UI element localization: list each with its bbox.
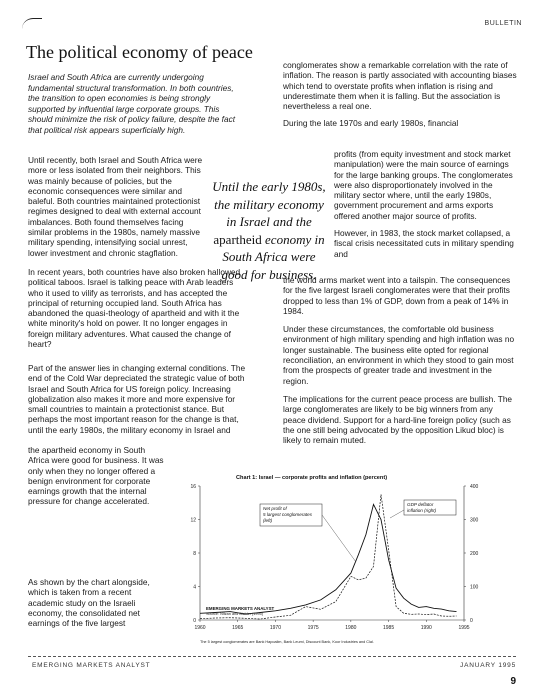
right-tick-label: 0 — [470, 618, 473, 624]
pull-quote-line: the military economy — [214, 196, 324, 212]
page-number: 9 — [510, 676, 516, 687]
article-title: The political economy of peace — [26, 42, 253, 62]
chart-source-label: EMERGING MARKETS ANALYST — [206, 606, 275, 611]
left-tick-label: 12 — [190, 517, 196, 524]
left-tick-label: 16 — [190, 484, 196, 490]
pull-quote-line: good for business. — [221, 266, 317, 282]
left-column-answer-cont — [28, 445, 168, 570]
right-column-narrow — [334, 149, 517, 259]
corner-mark — [22, 18, 42, 29]
right-tick-label: 400 — [470, 484, 479, 490]
left-column-top — [28, 155, 203, 258]
footer-publication: EMERGING MARKETS ANALYST — [32, 662, 151, 669]
profit-series-line — [200, 504, 457, 614]
left-column-chart-ref — [28, 577, 168, 628]
paragraph-taboos: In recent years, both countries have also broken hallowed political taboos. Israel is talking peace with Arab leaders who it used to vilify as terrorists, and has accepted the principal of returning occupied land. South Africa has abandoned the quasi-theology of apartheid and with it the white minority's hold on power. It no longer engages in foreign military adventures. What caused the change of heart? — [28, 267, 241, 350]
left-column-answer — [28, 363, 250, 445]
pull-quote-emphasis: apartheid — [213, 231, 262, 247]
paragraph-answer: Part of the answer lies in changing external conditions. The end of the Cold War depreciated the strategic value of both Israel and South Africa for US foreign policy. Increasing globalization also makes it more and more expensive for small countries to maintain a protectionist stance. But perhaps the most important reason for the change is that, until the early 1980s, the military economy in Israel and — [28, 363, 246, 435]
paragraph-arms-market: the world arms market went into a tailspin. The consequences for the five largest Israeli conglomerates were that their profits dropped to less than 1% of GDP, down from a peak of 14% in 1984. — [283, 275, 511, 316]
right-column-top — [283, 60, 517, 129]
footer-rule — [28, 656, 516, 657]
x-tick-label: 1985 — [383, 625, 395, 631]
profit-legend-text: (left) — [263, 518, 273, 523]
paragraph-late-1970s: During the late 1970s and early 1980s, financial — [283, 118, 459, 129]
x-tick-label: 1965 — [232, 625, 244, 631]
profit-legend-pointer — [322, 515, 356, 562]
paragraph-correlation: conglomerates show a remarkable correlation with the rate of inflation. The reason is partly associated with accounting biases which tend to overstate profits when inflation is rising and underestimate them when it is falling. But the association is nevertheless a real one. — [283, 60, 517, 112]
x-tick-label: 1975 — [307, 625, 319, 631]
paragraph-chart-ref: As shown by the chart alongside, which is taken from a recent academic study on the Israeli economy, the consolidated net earnings of the five largest — [28, 577, 150, 629]
left-tick-label: 4 — [193, 584, 196, 591]
article-lede: Israel and South Africa are currently undergoing fundamental structural transformation. In both countries, the transition to open economies is being strongly supported by influential large corporate groups. This should minimize the risk of policy failure, despite the fact that political risk appears superficially high. — [28, 72, 236, 135]
profit-legend-text: Net profit of — [263, 506, 287, 511]
x-tick-label: 1980 — [345, 625, 357, 631]
inflation-legend-text: GDP deflator — [407, 502, 434, 507]
chart-source-sublabel: Source: Nitzan and Bichler (1995) — [206, 612, 263, 616]
paragraph-circumstances: Under these circumstances, the comfortable old business environment of high military spending and high inflation was no longer sustainable. The business elite opted for regional reconciliation, an environment in which they stood to gain most from the prospects of greater trade and investment in the region. — [283, 324, 515, 386]
paragraph-financial-profits: profits (from equity investment and stock market manipulation) were the main source of earnings for the large banking groups. The conglomerates were also disproportionately involved in the military sector where, until the early 1980s, government procurement and arms exports offered another major source of profits. — [334, 149, 513, 221]
left-tick-label: 8 — [193, 551, 196, 557]
section-label: BULLETIN — [484, 20, 522, 27]
chart-canvas — [178, 470, 498, 656]
pull-quote — [208, 178, 330, 284]
x-tick-label: 1990 — [420, 625, 432, 631]
x-tick-label: 1995 — [458, 625, 470, 631]
left-tick-label: 0 — [193, 618, 196, 624]
inflation-legend-text: inflation (right) — [407, 508, 437, 513]
profit-legend-text: 5 largest conglomerates — [263, 512, 313, 517]
pull-quote-text: economy in — [261, 231, 325, 247]
right-column-lower — [283, 275, 517, 445]
right-tick-label: 300 — [470, 517, 479, 524]
paragraph-implications: The implications for the current peace process are bullish. The large conglomerates are likely to be big winners from any peace dividend. Support for a hard-line foreign policy (such as the one still being advocated by the opposition Likud bloc) is likely to remain muted. — [283, 393, 513, 446]
x-tick-label: 1960 — [194, 625, 206, 631]
pull-quote-line: Until the early 1980s, — [212, 179, 326, 194]
pull-quote-line — [208, 231, 330, 249]
paragraph-intro: Until recently, both Israel and South Africa were more or less isolated from their neighbors. This was mainly because of policies, but the economic consequences were similar and baleful. Both countries maintained protectionist regimes designed to deal with external account imbalances. Both found themselves facing similar problems in the 1980s, namely massive military spending, intensifying social unrest, lower investment and chronic stagflation. — [28, 155, 203, 258]
paragraph-1983-collapse: However, in 1983, the stock market collapsed, a fiscal crisis necessitated cuts in military spending and — [334, 228, 514, 259]
right-tick-label: 200 — [470, 551, 479, 557]
inflation-legend-pointer — [390, 510, 404, 518]
right-tick-label: 100 — [470, 584, 479, 591]
x-tick-label: 1970 — [269, 625, 281, 631]
pull-quote-line: South Africa were — [222, 249, 316, 265]
footer-date: JANUARY 1995 — [460, 662, 516, 669]
profits-inflation-chart — [178, 470, 498, 656]
pull-quote-line: in Israel and the — [226, 214, 312, 230]
paragraph-answer-cont: the apartheid economy in South Africa were good for business. It was only when they no longer offered a benign environment for corporate earnings growth that the internal pressure for change accelerated. — [28, 445, 164, 507]
chart-title: Chart 1: Israel — corporate profits and inflation (percent) — [236, 475, 388, 481]
chart-footnote: The 5 largest conglomerates are Bank Hapoalim, Bank Leumi, Discount Bank, Koor Industries and Clal. — [200, 640, 374, 644]
